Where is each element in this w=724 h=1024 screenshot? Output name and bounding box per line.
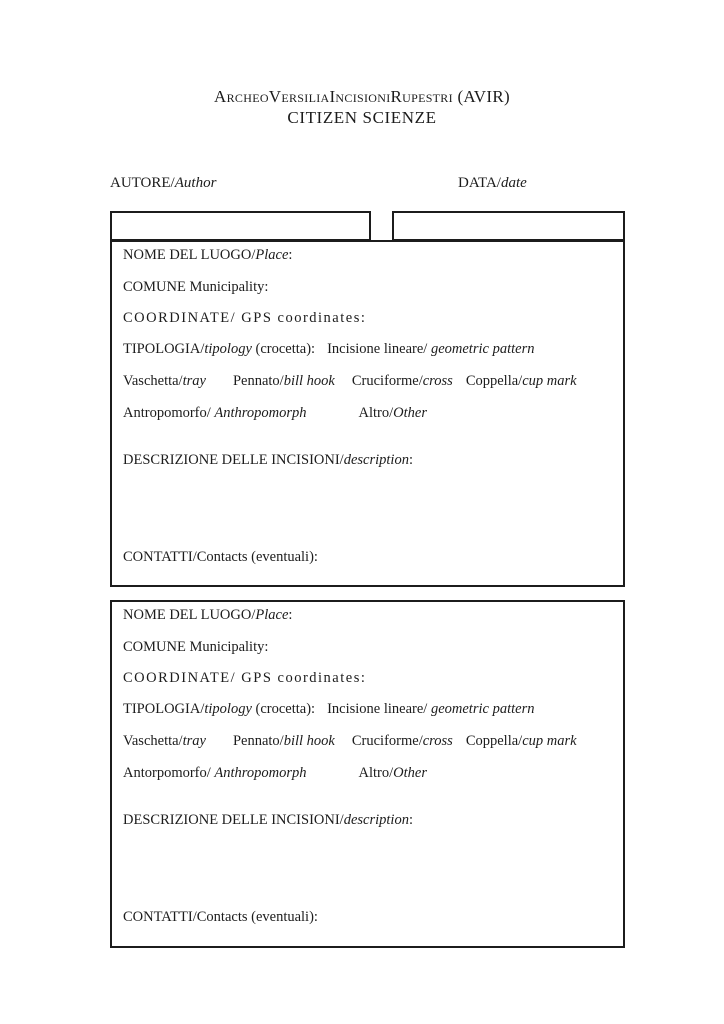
place-field [123, 607, 292, 624]
description-suffix: : [408, 452, 413, 468]
type-billhook-roman: Pennato/ [232, 373, 284, 389]
typology-suffix: (crocetta): [251, 701, 316, 717]
municipality-field: COMUNE Municipality: [123, 639, 269, 655]
contacts-field: CONTATTI/Contacts (eventuali): [123, 909, 318, 925]
type-tray-roman: Vaschetta/ [123, 373, 183, 389]
anthropomorph-field [123, 765, 427, 782]
typology-options [123, 733, 577, 750]
type-tray-italic: tray [182, 373, 206, 389]
typology-italic: tipology [204, 701, 252, 717]
contacts-field: CONTATTI/Contacts (eventuali): [123, 549, 318, 565]
typology-field [123, 341, 534, 358]
type-cross-roman: Cruciforme/ [351, 733, 423, 749]
record-section-1 [110, 240, 625, 587]
place-suffix: : [288, 607, 293, 623]
description-field [123, 812, 413, 829]
date-label-italic: date [500, 175, 527, 191]
linear-roman: Incisione lineare/ [327, 341, 431, 357]
place-italic: Place [255, 247, 289, 263]
place-italic: Place [255, 607, 289, 623]
author-label-roman: AUTORE/ [110, 175, 175, 191]
type-tray-roman: Vaschetta/ [123, 733, 183, 749]
other-roman: Altro/ [358, 765, 394, 781]
anthropomorph-italic: Anthropomorph [214, 765, 307, 781]
document-title: ArcheoVersiliaIncisioniRupestri (AVIR) [214, 87, 510, 106]
anthropomorph-roman: Antorpomorfo/ [123, 765, 215, 781]
anthropomorph-roman: Antropomorfo/ [123, 405, 215, 421]
author-label-italic: Author [174, 175, 217, 191]
typology-field [123, 701, 534, 718]
municipality-field: COMUNE Municipality: [123, 279, 269, 295]
place-field [123, 247, 292, 264]
description-italic: description [343, 812, 409, 828]
document-subtitle: CITIZEN SCIENZE [287, 108, 437, 127]
anthropomorph-italic: Anthropomorph [214, 405, 307, 421]
anthropomorph-field [123, 405, 427, 422]
type-cupmark-italic: cup mark [522, 733, 577, 749]
record-section-2 [110, 600, 625, 948]
author-input-box[interactable] [110, 211, 371, 241]
description-suffix: : [408, 812, 413, 828]
place-roman: NOME DEL LUOGO/ [123, 247, 256, 263]
type-tray-italic: tray [182, 733, 206, 749]
author-label [110, 175, 216, 192]
type-cross-italic: cross [422, 373, 453, 389]
typology-italic: tipology [204, 341, 252, 357]
typology-roman: TIPOLOGIA/ [123, 701, 205, 717]
linear-roman: Incisione lineare/ [327, 701, 431, 717]
typology-roman: TIPOLOGIA/ [123, 341, 205, 357]
type-billhook-italic: bill hook [283, 373, 335, 389]
type-cupmark-roman: Coppella/ [465, 373, 523, 389]
type-billhook-italic: bill hook [283, 733, 335, 749]
coordinates-field: COORDINATE/ GPS coordinates: [123, 310, 367, 326]
typology-options [123, 373, 577, 390]
linear-italic: geometric pattern [430, 701, 535, 717]
type-cross-roman: Cruciforme/ [351, 373, 423, 389]
place-suffix: : [288, 247, 293, 263]
place-roman: NOME DEL LUOGO/ [123, 607, 256, 623]
other-italic: Other [393, 765, 428, 781]
coordinates-field: COORDINATE/ GPS coordinates: [123, 670, 367, 686]
type-cupmark-roman: Coppella/ [465, 733, 523, 749]
typology-suffix: (crocetta): [251, 341, 316, 357]
description-roman: DESCRIZIONE DELLE INCISIONI/ [123, 812, 344, 828]
description-field [123, 452, 413, 469]
type-cross-italic: cross [422, 733, 453, 749]
date-input-box[interactable] [392, 211, 625, 241]
description-roman: DESCRIZIONE DELLE INCISIONI/ [123, 452, 344, 468]
type-billhook-roman: Pennato/ [232, 733, 284, 749]
description-italic: description [343, 452, 409, 468]
type-cupmark-italic: cup mark [522, 373, 577, 389]
other-roman: Altro/ [358, 405, 394, 421]
date-label [458, 175, 527, 192]
date-label-roman: DATA/ [458, 175, 501, 191]
other-italic: Other [393, 405, 428, 421]
linear-italic: geometric pattern [430, 341, 535, 357]
